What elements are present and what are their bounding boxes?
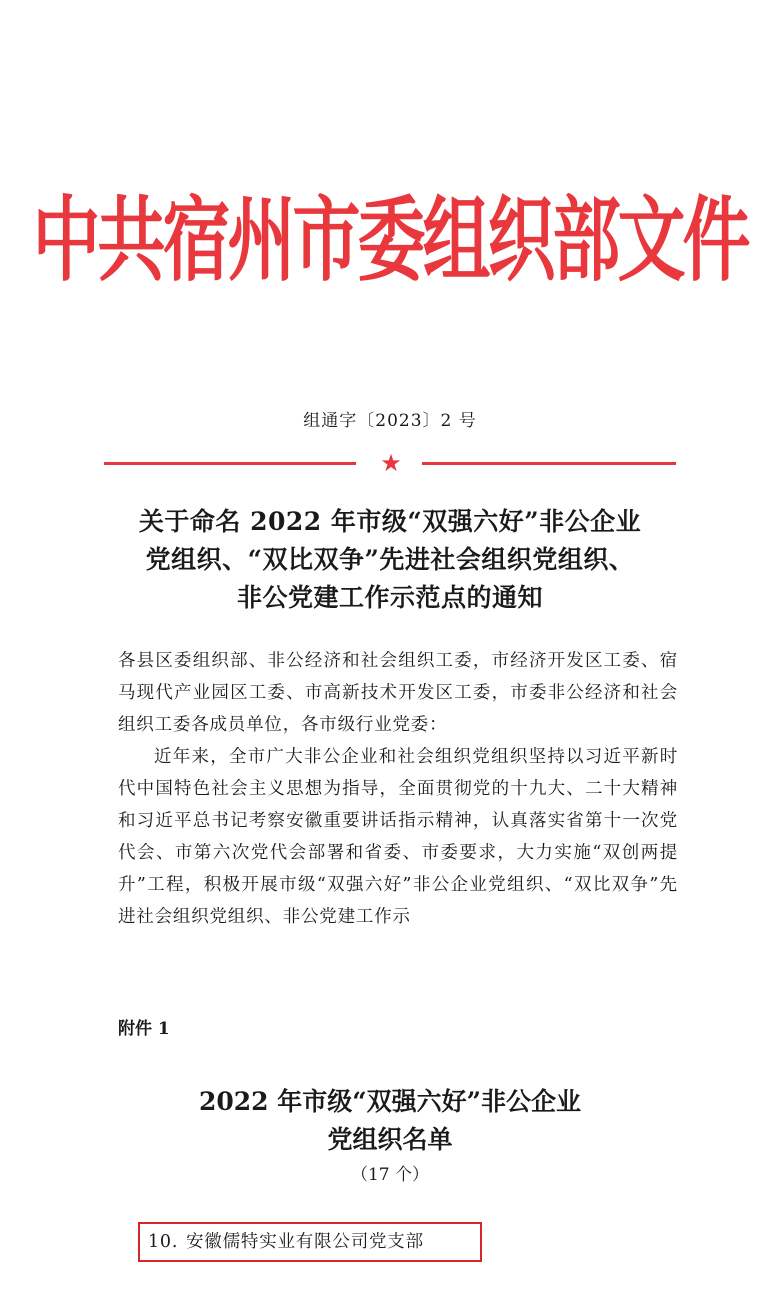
notice-title	[0, 503, 780, 617]
addressee-paragraph: 各县区委组织部、非公经济和社会组织工委，市经济开发区工委、宿马现代产业园区工委、市高新技术开发区工委，市委非公经济和社会组织工委各成员单位，各市级行业党委：	[118, 651, 678, 735]
list-title-line-1: 2022 年市级“双强六好”非公企业	[198, 1087, 582, 1116]
notice-title-line-3: 非公党建工作示范点的通知	[236, 583, 543, 612]
list-item	[148, 1229, 424, 1255]
notice-title-line-2: 党组织、“双比双争”先进社会组织党组织、	[145, 545, 635, 574]
red-divider	[104, 449, 676, 477]
list-item-name: 安徽儒特实业有限公司党支部	[186, 1232, 424, 1252]
document-number: 组通字〔2023〕2 号	[303, 411, 477, 431]
list-item-number: 10.	[148, 1232, 179, 1252]
document-masthead: 中共宿州市委组织部文件	[32, 187, 748, 295]
divider-line-right	[422, 462, 676, 465]
notice-body	[118, 645, 678, 933]
attachment-label: 附件 1	[118, 1019, 170, 1039]
notice-title-line-1: 关于命名 2022 年市级“双强六好”非公企业	[138, 507, 642, 536]
star-icon: ★	[380, 449, 402, 477]
list-title-line-2: 党组织名单	[327, 1125, 453, 1154]
list-title	[0, 1083, 780, 1159]
divider-line-left	[104, 462, 356, 465]
body-paragraph: 近年来，全市广大非公企业和社会组织党组织坚持以习近平新时代中国特色社会主义思想为指导，全面贯彻党的十九大、二十大精神和习近平总书记考察安徽重要讲话指示精神，认真落实省第十一次党代会、市第六次党代会部署和省委、市委要求，大力实施“双创两提升”工程，积极开展市级“双强六好”非公企业党组织、“双比双争”先进社会组织党组织、非公党建工作示	[118, 747, 678, 927]
list-count: （17 个）	[350, 1165, 430, 1185]
